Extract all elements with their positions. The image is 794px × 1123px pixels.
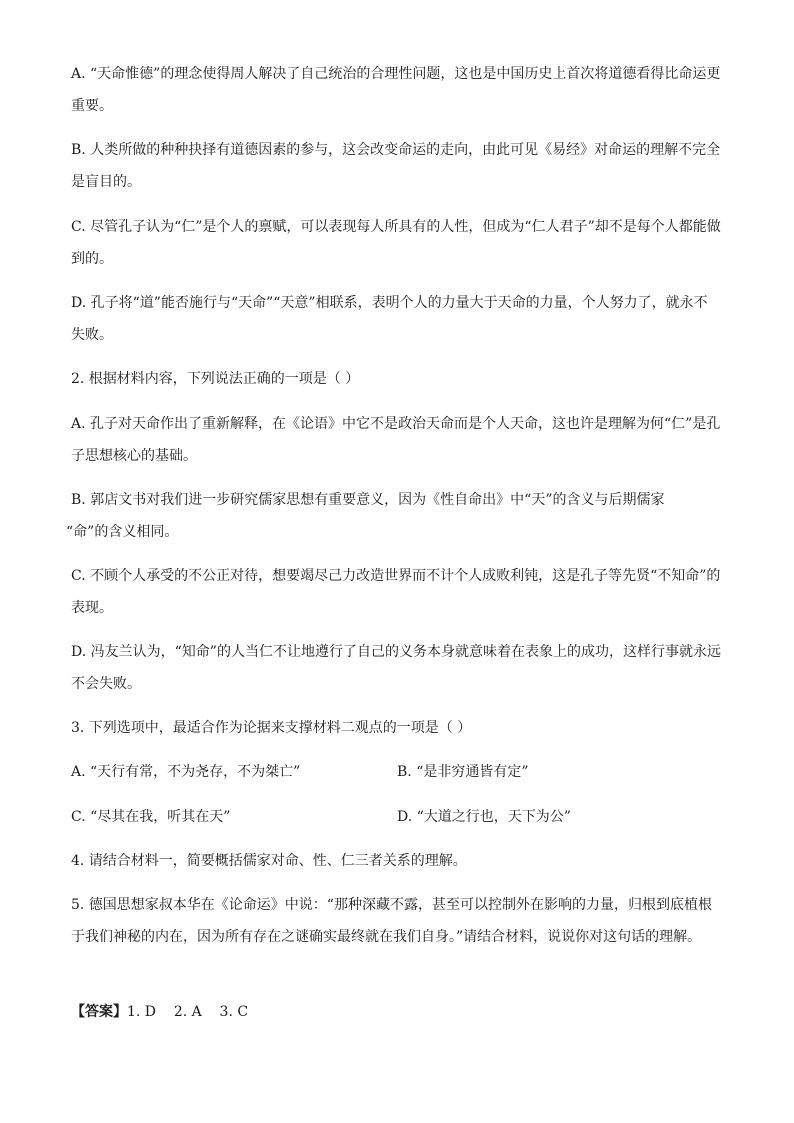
q1-option-c: C. 尽管孔子认为“仁”是个人的禀赋，可以表现每人所具有的人性，但成为“仁人君子”却不是每个人都能做到的。 <box>71 219 721 267</box>
q2-stem: 2. 根据材料内容，下列说法正确的一项是（ ） <box>71 371 360 387</box>
q4-stem: 4. 请结合材料一，简要概括儒家对命、性、仁三者关系的理解。 <box>71 853 467 869</box>
q2-option-c: C. 不顾个人承受的不公正对待，想要竭尽己力改造世界而不计个人成败利钝，这是孔子等先贤“不知命”的表现。 <box>71 568 721 616</box>
q1-option-d: D. 孔子将“道”能否施行与“天命”“天意”相联系，表明个人的力量大于天命的力量，个人努力了，就永不失败。 <box>71 295 708 343</box>
q3-option-d: D. “大道之行也，天下为公” <box>397 809 571 825</box>
q1-option-a: A. “天命惟德”的理念使得周人解决了自己统治的合理性问题，这也是中国历史上首次将道德看得比命运更重要。 <box>71 66 721 114</box>
q3-option-a: A. “天行有常，不为尧存，不为桀亡” <box>71 764 301 780</box>
q3-stem: 3. 下列选项中，最适合作为论据来支撑材料二观点的一项是（ ） <box>71 720 472 736</box>
q2-option-b-line1: B. 郭店文书对我们进一步研究儒家思想有重要意义，因为《性自命出》中“天”的含义与后期儒家 <box>71 492 665 508</box>
q3-option-b: B. “是非穷通皆有定” <box>397 764 529 780</box>
answer-line <box>71 996 248 1028</box>
answer-tag: 【答案】 <box>71 1004 127 1020</box>
q5-stem: 5. 德国思想家叔本华在《论命运》中说：“那种深藏不露，甚至可以控制外在影响的力量，归根到底植根于我们神秘的内在，因为所有存在之谜确实最终就在我们自身。”请结合材料，说说你对这句话的理解。 <box>71 897 712 945</box>
q1-option-b: B. 人类所做的种种抉择有道德因素的参与，这会改变命运的走向，由此可见《易经》对命运的理解不完全是盲目的。 <box>71 142 721 190</box>
answer-text: 1. D 2. A 3. C <box>127 1004 249 1020</box>
q2-option-a: A. 孔子对天命作出了重新解释，在《论语》中它不是政治天命而是个人天命，这也许是理解为何“仁”是孔子思想核心的基础。 <box>71 416 721 464</box>
q2-option-d: D. 冯友兰认为，“知命”的人当仁不让地遵行了自己的义务本身就意味着在表象上的成功，这样行事就永远不会失败。 <box>71 644 721 692</box>
q2-option-b-line2: “命”的含义相同。 <box>66 524 179 540</box>
q3-option-c: C. “尽其在我，听其在天” <box>71 809 231 825</box>
